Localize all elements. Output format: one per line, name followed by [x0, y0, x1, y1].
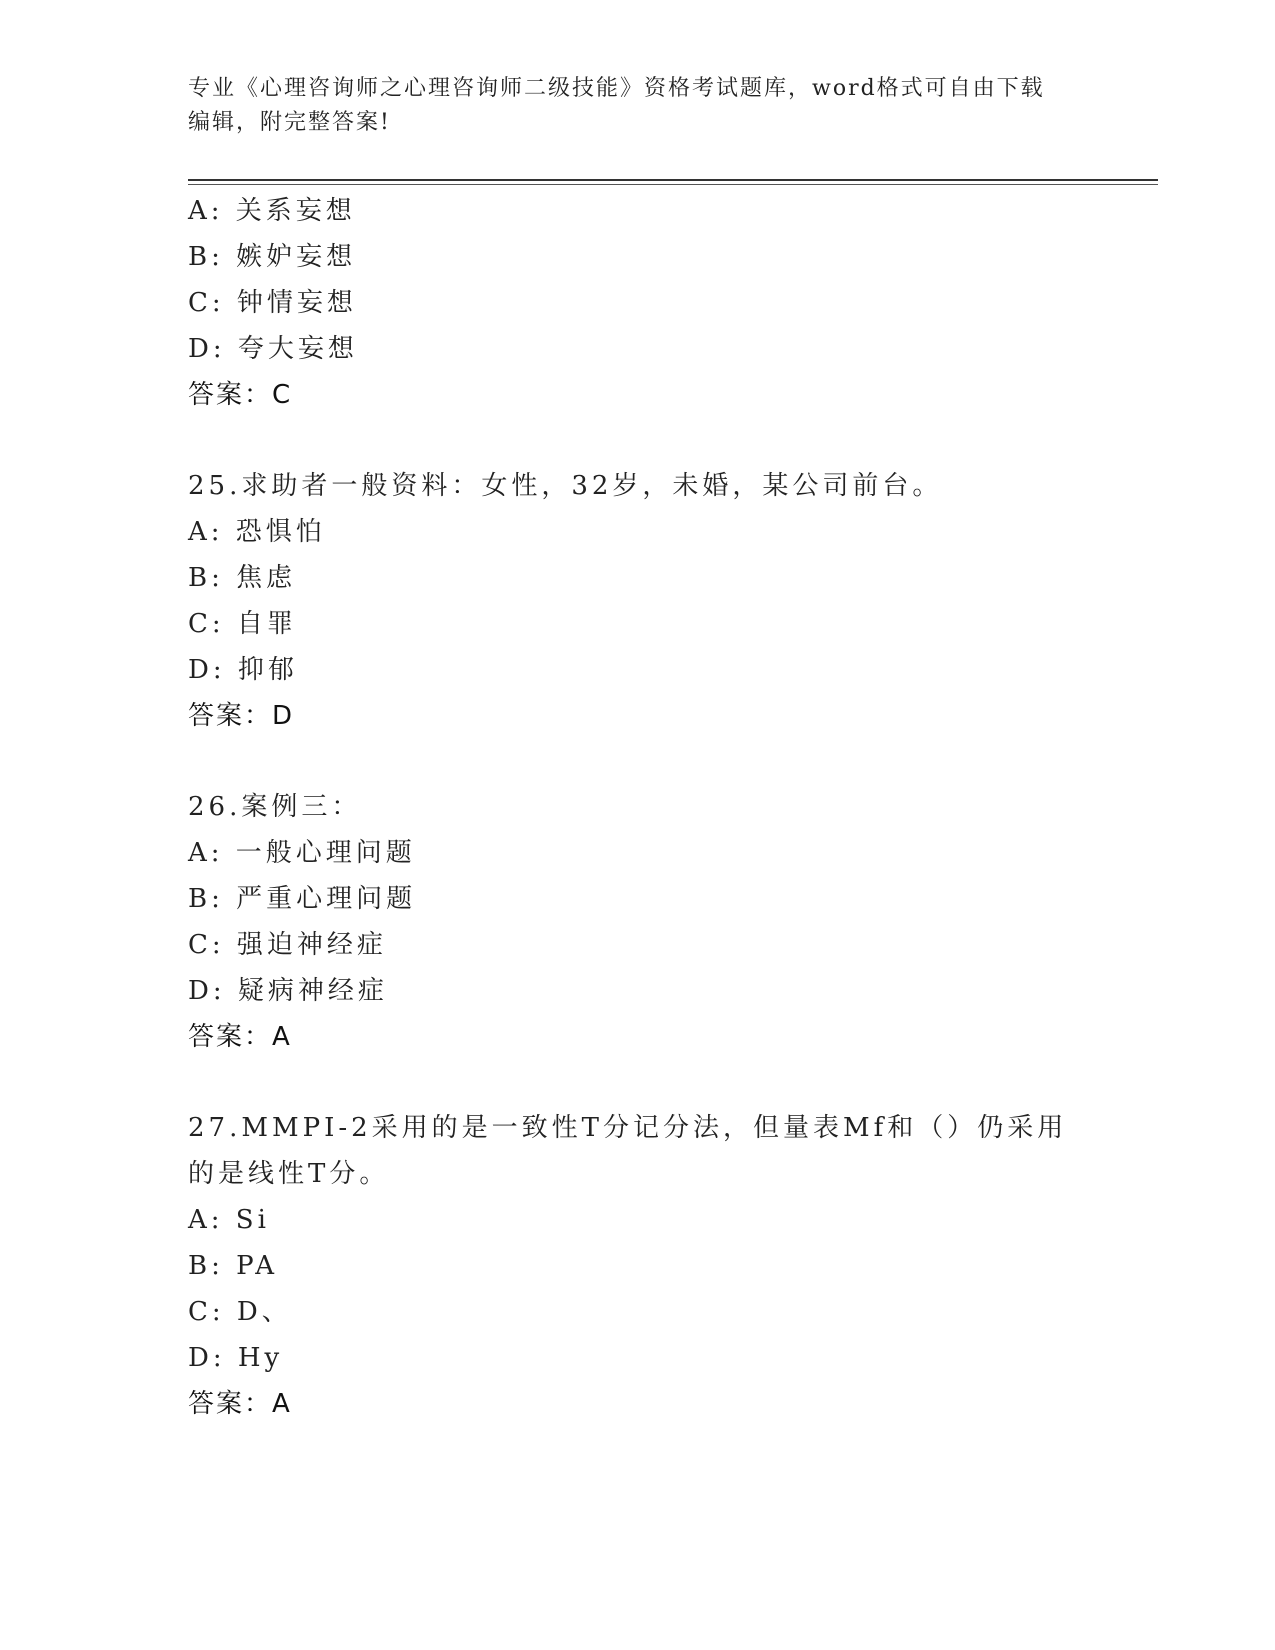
- question-block: [188, 784, 1088, 1060]
- option-a: A: Si: [188, 1205, 270, 1235]
- option-b: B: PA: [188, 1251, 279, 1281]
- answer-line: 答案：D: [188, 701, 295, 731]
- option-c: C: 强迫神经症: [188, 930, 387, 960]
- option-b: B: 焦虑: [188, 563, 297, 593]
- header-divider-thick: [188, 179, 1158, 181]
- question-block: [188, 1105, 1088, 1427]
- question-list: [188, 188, 1088, 1427]
- answer-line: 答案：A: [188, 1389, 292, 1419]
- option-a: A: 关系妄想: [188, 196, 356, 226]
- document-header: [188, 72, 1088, 140]
- question-stem: 27.MMPI-2采用的是一致性T分记分法，但量表Mf和（）仍采用的是线性T分。: [188, 1113, 1068, 1189]
- header-divider-thin: [188, 184, 1158, 185]
- option-b: B: 嫉妒妄想: [188, 242, 357, 272]
- option-b: B: 严重心理问题: [188, 884, 417, 914]
- answer-line: 答案：C: [188, 380, 293, 410]
- option-c: C: 钟情妄想: [188, 288, 357, 318]
- question-block: [188, 188, 1088, 418]
- option-a: A: 一般心理问题: [188, 838, 416, 868]
- option-d: D: 抑郁: [188, 655, 298, 685]
- option-d: D: Hy: [188, 1343, 284, 1373]
- option-a: A: 恐惧怕: [188, 517, 326, 547]
- header-line-2: 编辑，附完整答案!: [188, 110, 391, 135]
- option-c: C: D、: [188, 1297, 292, 1327]
- option-c: C: 自罪: [188, 609, 297, 639]
- question-block: [188, 463, 1088, 739]
- header-line-1: 专业《心理咨询师之心理咨询师二级技能》资格考试题库，word格式可自由下载: [188, 76, 1045, 101]
- question-stem: 26.案例三：: [188, 792, 362, 822]
- option-d: D: 疑病神经症: [188, 976, 388, 1006]
- question-stem: 25.求助者一般资料：女性，32岁，未婚，某公司前台。: [188, 471, 943, 501]
- option-d: D: 夸大妄想: [188, 334, 358, 364]
- answer-line: 答案：A: [188, 1022, 292, 1052]
